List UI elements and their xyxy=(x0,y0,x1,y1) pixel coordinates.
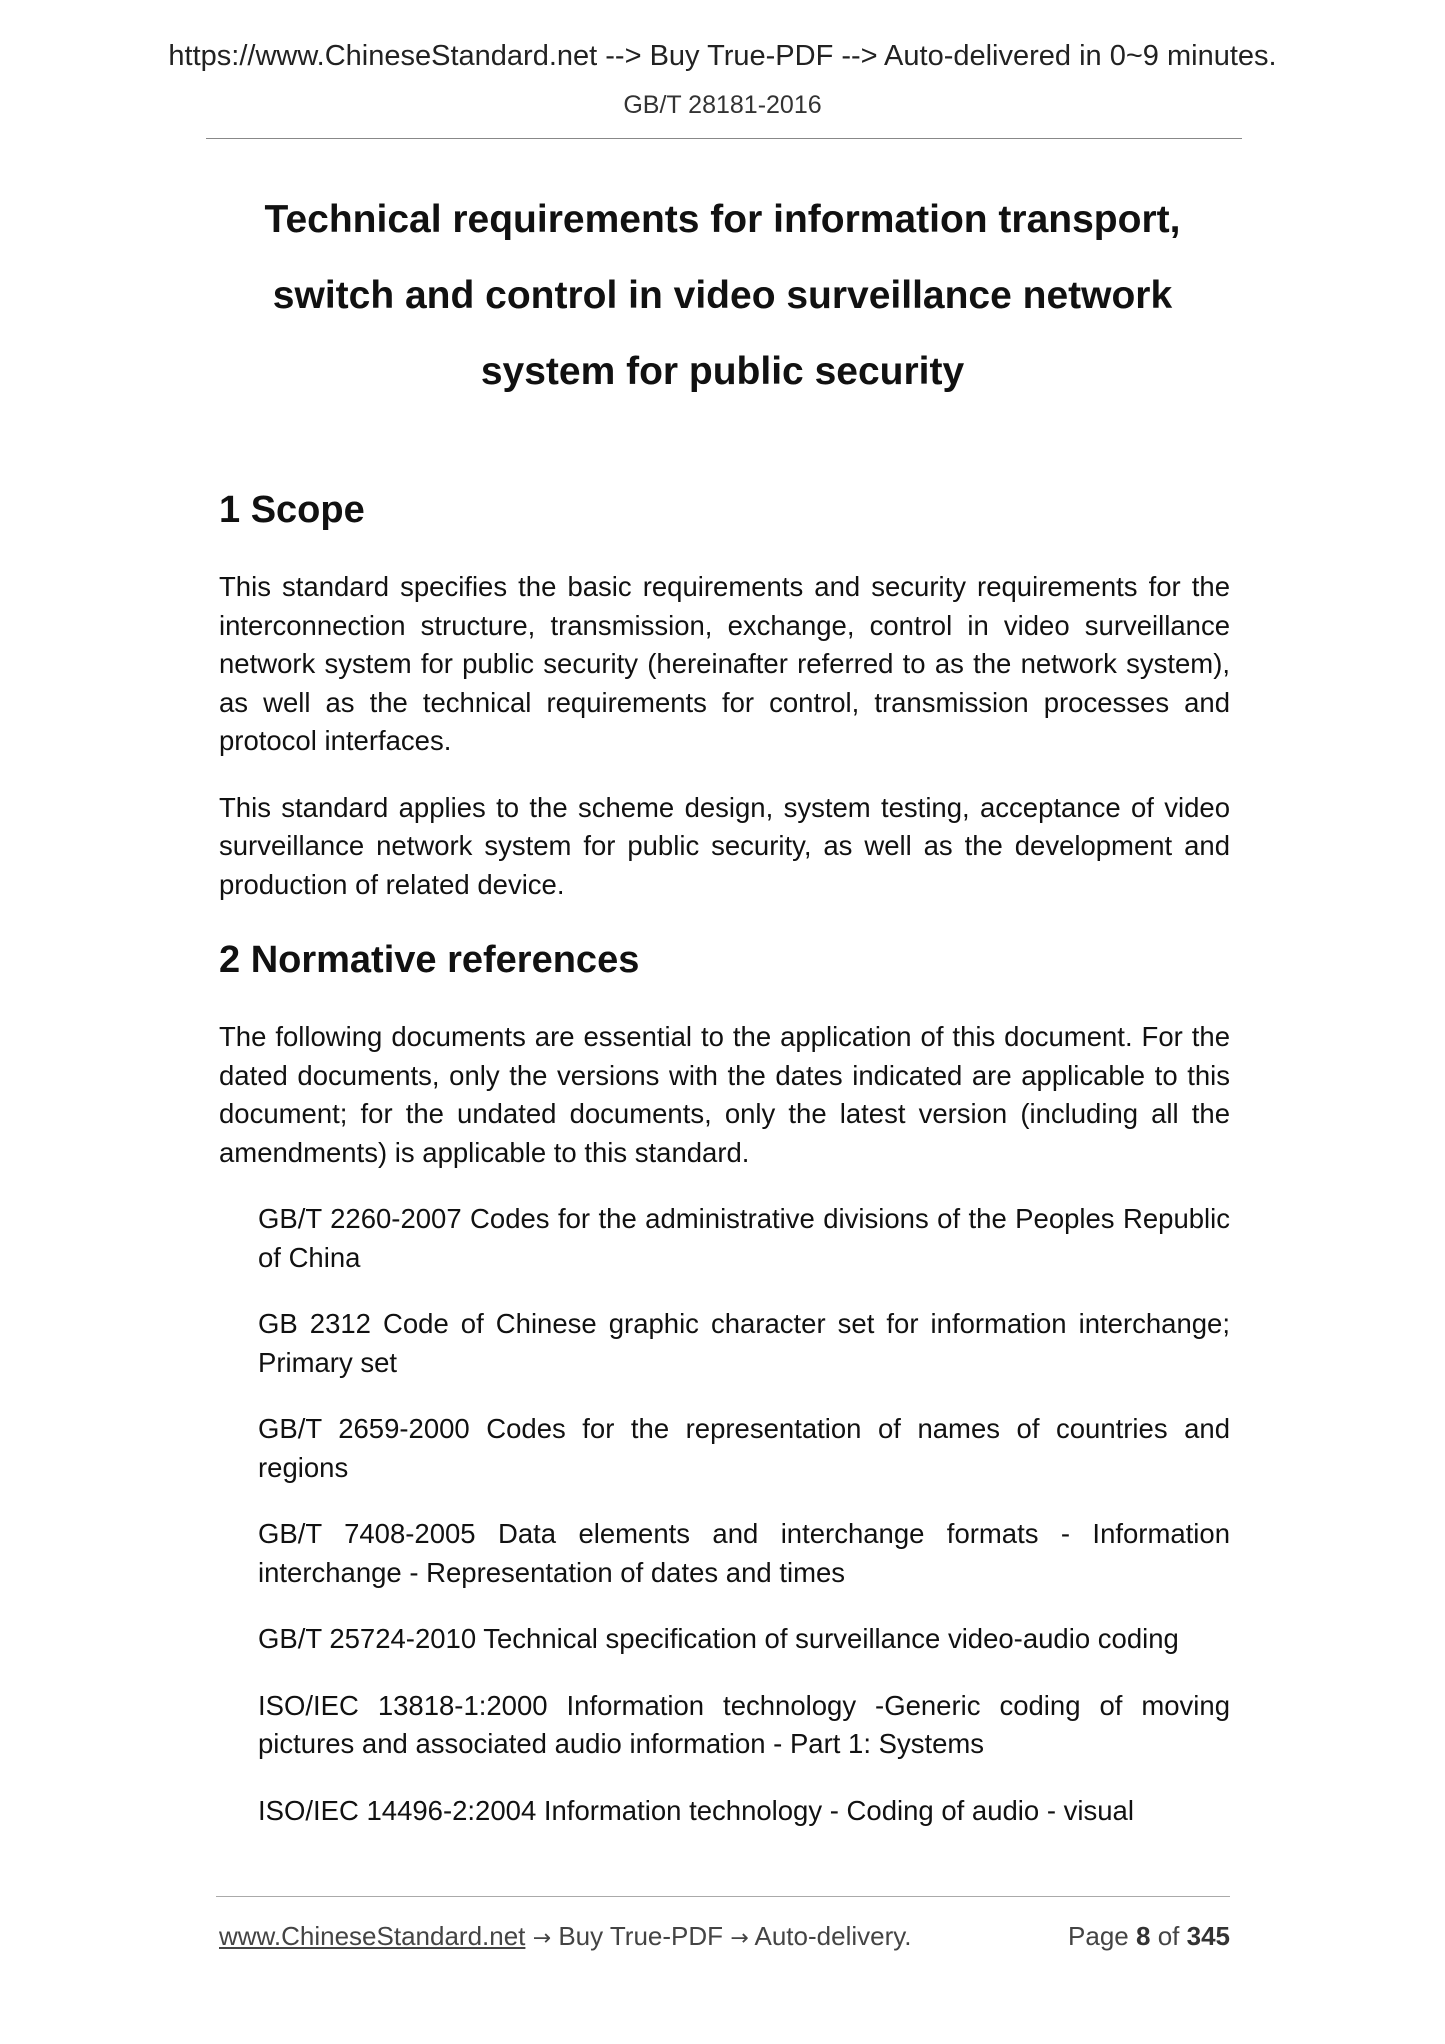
title-line-1: Technical requirements for information transport, xyxy=(264,198,1181,241)
page-word: Page xyxy=(1068,1921,1129,1951)
total-page-count: 345 xyxy=(1186,1921,1230,1951)
reference-item: GB 2312 Code of Chinese graphic character set for information interchange; Primary set xyxy=(258,1308,1230,1378)
arrow-right-icon: → xyxy=(532,1926,552,1951)
section-heading-normative-references: 2 Normative references xyxy=(219,939,640,981)
arrow-right-icon: → xyxy=(730,1926,749,1951)
header-doc-code: GB/T 28181-2016 xyxy=(623,91,822,119)
reference-item: GB/T 2659-2000 Codes for the representation of names of countries and regions xyxy=(258,1413,1230,1483)
header-divider xyxy=(206,138,1242,139)
page-footer xyxy=(219,1921,1230,1952)
footer-delivery-text: Auto-delivery. xyxy=(754,1921,912,1951)
footer-buy-text: Buy True-PDF xyxy=(558,1921,724,1951)
reference-item: GB/T 7408-2005 Data elements and interchange formats - Information interchange - Representation of dates and times xyxy=(258,1518,1230,1588)
reference-item: GB/T 2260-2007 Codes for the administrative divisions of the Peoples Republic of China xyxy=(258,1203,1230,1273)
title-line-3: system for public security xyxy=(480,350,965,393)
scope-paragraph-1: This standard specifies the basic requirements and security requirements for the interconnection structure, transmission, exchange, control in video surveillance network system for public security (hereinafter referred to as the network system), as well as the technical requirements for control, transmission processes and protocol interfaces. xyxy=(219,571,1230,756)
reference-list xyxy=(219,1200,1230,1830)
scope-paragraph-2: This standard applies to the scheme design, system testing, acceptance of video surveillance network system for public security, as well as the development and production of related device. xyxy=(219,791,1230,900)
reference-item: ISO/IEC 13818-1:2000 Information technology -Generic coding of moving pictures and associated audio information - Part 1: Systems xyxy=(258,1689,1230,1759)
document-body xyxy=(219,482,1230,1858)
document-title xyxy=(0,182,1445,410)
references-intro: The following documents are essential to the application of this document. For the dated documents, only the versions with the dates indicated are applicable to this document; for the undated documents, only the latest version (including all the amendments) is applicable to this standard. xyxy=(219,1021,1230,1168)
reference-item: ISO/IEC 14496-2:2004 Information technology - Coding of audio - visual xyxy=(258,1794,1134,1826)
title-line-2: switch and control in video surveillance network xyxy=(272,274,1173,317)
section-normative-references xyxy=(219,932,1230,1830)
current-page-number: 8 xyxy=(1135,1921,1151,1951)
section-heading-scope: 1 Scope xyxy=(219,489,365,531)
section-scope xyxy=(219,482,1230,904)
footer-site-link[interactable]: www.ChineseStandard.net xyxy=(219,1921,526,1951)
reference-item: GB/T 25724-2010 Technical specification of surveillance video-audio coding xyxy=(258,1623,1179,1654)
footer-divider xyxy=(216,1896,1230,1897)
page-indicator xyxy=(1068,1921,1230,1952)
of-word: of xyxy=(1157,1921,1180,1951)
header-url-line: https://www.ChineseStandard.net --> Buy True-PDF --> Auto-delivered in 0~9 minutes. xyxy=(168,40,1277,72)
